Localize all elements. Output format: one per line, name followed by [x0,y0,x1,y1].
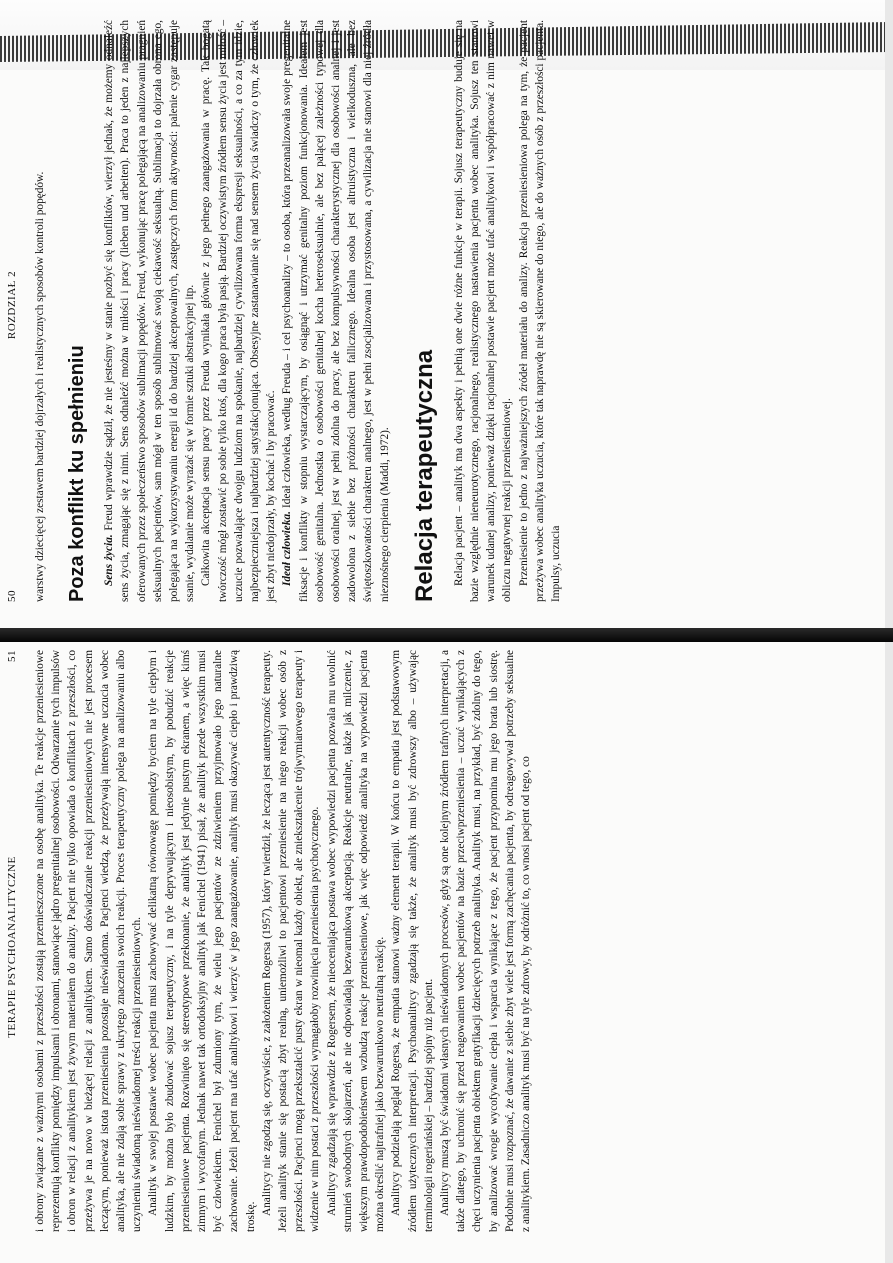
left-page-number: 50 [6,590,18,602]
paragraph: warstwy dziecięcej zestawem bardziej dojrzałych i realistycznych sposobów kontroli popędów. [34,171,46,602]
paragraph-body: Ideał człowieka, według Freuda – i cel psychoanalizy – to osoba, która przeanalizowała swoje pregenitalne fiksacje i konflikty w stopniu wystarczającym, by osiągnąć i utrzymać genitalny poziom funkcjonowania. Ideałem jest osobowość genitalna. Jednostka o osobowości genitalnej kocha heteroseksualnie, ale bez palącej zależności typowej dla osobowości oralnej, jest w pełni zdolna do pracy, ale bez kompulsywności charakterystycznej dla osobowości analnej i jest zadowolona z siebie bez próżności charakteru fallicznego. Idealna osoba jest altruistyczna i wielkoduszna, ale bez świętoszkowatości charakteru analnego, jest w pełni zsocjalizowana i przystosowana, a cywilizacja nie stanowi dla niej źródła nieznośnego cierpienia (Maddi, 1972). [281,20,391,602]
left-page [0,10,870,620]
paragraph-lead: Ideał człowieka. [281,511,294,586]
right-page [0,640,860,1250]
section-heading: Poza konflikt ku spełnieniu [66,345,89,602]
paragraph: Analitycy muszą być świadomi własnych nieświadomych procesów, gdyż są one kolejnym źródłem trafnych interpretacji, a także dlatego, by uchronić się przed reagowaniem wobec pacjentów na bazie przeciwprzeniesienia – uczuć wynikających z chęci uczynienia pacjenta obiektem gratyfikacji dziecięcych potrzeb analityka. Analityk musi, na przykład, być zdolny do tego, by analizować wrogie wycofywanie ciepła i wsparcia wynikające z tego, że pacjent przypomina mu jego brata lub siostrę. Podobnie musi rozpoznać, że dawanie z siebie zbyt wiele jest formą zachęcania pacjenta, by odreagowywał potrzeby seksualne z analitykiem. Zasadniczo analityk musi być na tyle zdrowy, by odróżnić to, co wnosi pacjent od tego, co [439,650,533,1232]
paragraph-lead: Sens życia. [103,534,116,586]
left-running-head [6,20,18,602]
paragraph [279,20,392,602]
paragraph: Analityk w swojej postawie wobec pacjenta musi zachowywać delikatną równowagę pomiędzy byciem na tyle ciepłym i ludzkim, by można było zbudować sojusz terapeutyczny, i na tyle deprywującym i nieosobistym, by pobudzić reakcje przeniesieniowe pacjenta. Rozwinięto się stereotypowe przekonanie, że analityk jest jedynie pustym ekranem, a więc kimś zimnym i wycofanym. Jednak nawet tak ortodoksyjny analityk jak Fenichel (1941) pisał, że analityk przede wszystkim musi być człowiekiem. Fenichel był zdumiony tym, że wielu jego pacjentów ze zdziwieniem przyjmowało jego naturalne zachowanie. Jeżeli pacjent ma ufać analitykowi i wierzyć w jego zaangażowanie, analityk musi okazywać ciepło i prawdziwą troskę. [147,650,257,1232]
paragraph: Relacja pacjent – analityk ma dwa aspekty i pełnią one dwie różne funkcje w terapii. Sojusz terapeutyczny buduje się na bazie względnie nieneurotycznego, racjonalnego, realistycznego nastawienia pacjenta wobec analityka. Sojusz ten stanowi warunek udanej analizy, ponieważ dzięki racjonalnej postawie pacjent może ufać analitykowi i współpracować z nim nawet w obliczu negatywnej reakcji przeniesieniowej. [452,20,514,602]
paragraph: Przeniesienie to jedno z najważniejszych źródeł materiału do analizy. Reakcja przeniesieniowa polega na tym, że pacjent przeżywa wobec analityka uczucia, które tak naprawdę nie są skierowane do niego, ale do ważnych osób z przeszłości pacjenta. Impulsy, uczucia [517,20,563,602]
left-page-body [32,20,564,602]
paragraph [101,20,198,602]
paragraph: Analitycy nie zgodzą się, oczywiście, z założeniem Rogersa (1957), który twierdził, że lecząca jest autentyczność terapeuty. Jeżeli analityk stanie się postacią zbyt realną, uniemożliwi to pacjentowi przeniesienie na niego reakcji wobec osób z przeszłości. Pacjenci mogą przekształcić pusty ekran w nieomal każdy obiekt, ale zniekształcenie trójwymiarowego terapeuty i widzenie w nim postaci z przeszłości wymagałoby rozwinięcia przeniesienia psychotycznego. [260,650,322,1232]
paragraph-body: Freud wprawdzie sądził, że nie jesteśmy w stanie pozbyć się konfliktów, wierzył jednak, że możemy odnaleźć sens życia, zmagając się z nimi. Sens odnaleźć można w miłości i pracy (lieben und arbeiten). Praca to jeden z najlepszych oferowanych przez społeczeństwo sposobów sublimacji popędów. Freud, wykonując pracę polegającą na analizowaniu pragnień seksualnych pacjentów, sam mógł w ten sposób sublimować swoją ciekawość seksualną. Sublimacja to dojrzała obrona ego, polegająca na wykorzystywaniu energii id do bardziej akceptowalnych, zastępczych form aktywności: palenie cygar zastępuje ssanie, wydalanie może wyrażać się w formie sztuki abstrakcyjnej itp. [103,20,197,602]
right-running-head [6,650,18,1232]
right-chapter-title: TERAPIE PSYCHOANALITYCZNE [6,856,18,1038]
right-page-number: 51 [6,650,18,663]
section-heading: Relacja terapeutyczna [410,349,438,602]
right-page-body [32,650,534,1232]
paragraph: Całkowita akceptacja sensu pracy przez Freuda wynikała głównie z jego pełnego zaangażowania w pracę. Tak bogatą twórczość mógł zostawić po sobie tylko ktoś, dla kogo praca była pasją. Bardziej oczywistym źródłem sensu życia jest miłość – uczucie pozwalające dwojgu ludziom na spokanie, najbardziej cywilizowana forma ekspresji seksualności, a co za tym idzie, najbezpieczniejsza i najbardziej satysfakcjonująca. Obsesyjne zastanawianie się nad sensem życia świadczy o tym, że człowiek jest zbyt niedojrzały, by kochać i by pracować. [200,20,278,602]
left-chapter-title: ROZDZIAŁ 2 [6,270,18,340]
paragraph: i obrony związane z ważnymi osobami z przeszłości zostają przemieszczone na osobę analityka. Te reakcje przeniesieniowe reprezentują konflikty pomiędzy impulsami i obronami, stanowiące jądro pregenitalnej osobowości. Odwarzanie tych impulsów i obron w relacji z analitykiem jest żywym materiałem do analizy. Pacjent nie tylko opowiada o konfliktach z przeszłości, co przeżywa je na nowo w bieżącej relacji z analitykiem. Samo doświadczanie reakcji przeniesieniowych nie jest procesem leczącym, ponieważ istota przeniesienia pozostaje nieświadoma. Pacjenci wiedzą, że przeżywają intensywne uczucia wobec analityka, ale nie zdają sobie sprawy z ukrytego znaczenia swoich reakcji. Proces terapeutyczny polega na analizowaniu albo uczynieniu świadomą nieświadomej treści reakcji przeniesieniowych. [34,650,144,1232]
paragraph: Analitycy zgadzają się wprawdzie z Rogersem, że nieoceniająca postawa wobec wypowiedzi pacjenta pozwala mu uwolnić strumień swobodnych skojarzeń, ale nie odpowiadają bezwarunkową akceptacją. Reakcje neutralne, także jak milczenie, z większym prawdopodobieństwem wzbudzą reakcje przeniesieniowe, jak więc odpowiedź analityka na wypowiedzi pacjenta można określić najtrafniej jako bezwarunkowo neutralną reakcję. [325,650,387,1232]
paragraph: Analitycy podzielają pogląd Rogersa, że empatia stanowi ważny element terapii. W końcu to empatia jest podstawowym źródłem użytecznych interpretacji. Psychoanalitycy zgadzają się także, że analityk musi być zdrowszy albo – używając terminologii rogeriańskiej – bardziej spójny niż pacjent. [390,650,435,1232]
